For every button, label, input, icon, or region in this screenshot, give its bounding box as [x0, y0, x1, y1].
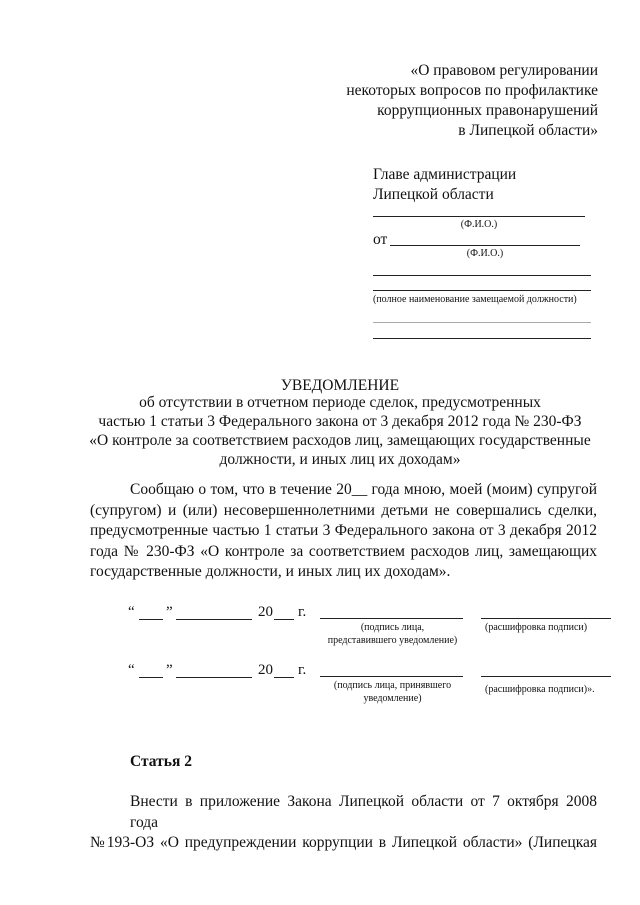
notice-body-line: предусмотренные частью 1 статьи 3 Федерального закона от 3 декабря 2012 [90, 522, 597, 539]
position-line-4 [373, 338, 591, 339]
quote-close: ” [166, 604, 173, 620]
sig-row-1-date [128, 603, 313, 623]
notice-subtitle-line: должности, и иных лиц их доходам» [219, 451, 461, 468]
year-line [274, 677, 294, 678]
year-suffix: г. [298, 604, 307, 620]
fio-line-2 [390, 245, 580, 246]
header-line: «О правовом регулировании [410, 62, 598, 79]
notice-subtitle [40, 393, 640, 469]
header-line: некоторых вопросов по профилактике [346, 82, 598, 99]
caption-line: представившего уведомление) [327, 635, 458, 646]
decode-line-2 [481, 676, 611, 677]
article-2-line: Внести в приложение Закона Липецкой области от 7 октября 2008 года [130, 793, 597, 831]
notice-title: УВЕДОМЛЕНИЕ [280, 377, 400, 394]
decode-caption-1: (расшифровка подписи) [485, 622, 588, 633]
year-suffix: г. [298, 662, 307, 678]
notice-subtitle-line: частью 1 статьи 3 Федерального закона от 3 декабря 2012 года № 230-ФЗ [98, 413, 582, 430]
position-line-3 [373, 322, 591, 323]
fio-line-1 [373, 216, 585, 217]
fio-caption-2: (Ф.И.О.) [466, 248, 504, 259]
caption-line: (подпись лица, принявшего [333, 680, 452, 691]
notice-subtitle-line: «О контроле за соответствием расходов лиц, замещающих государственные [89, 432, 591, 449]
notice-body-line: года № 230-ФЗ «О контроле за соответствием расходов лиц, замещающих [90, 542, 597, 560]
position-line-1 [373, 275, 591, 276]
notice-body-line: Сообщаю о том, что в течение 20__ года мною, моей (моим) супругой [130, 481, 597, 498]
header-quote [300, 61, 598, 141]
notice-body-line: государственные должности, и иных лиц их доходам». [90, 563, 451, 580]
day-line [139, 619, 163, 620]
from-label: от [373, 231, 388, 248]
year-prefix: 20 [258, 604, 273, 620]
day-line [139, 677, 163, 678]
quote-open: “ [128, 662, 135, 678]
article-2-heading: Статья 2 [130, 753, 192, 770]
caption-line: (подпись лица, [360, 622, 425, 633]
month-line [176, 619, 252, 620]
header-line: в Липецкой области» [458, 122, 598, 139]
quote-close: ” [166, 662, 173, 678]
article-2-body [90, 792, 597, 854]
month-line [176, 677, 252, 678]
sig-row-2-date [128, 661, 313, 681]
signature-caption-2 [300, 679, 485, 705]
signature-caption-1 [300, 621, 485, 647]
year-line [274, 619, 294, 620]
position-caption: (полное наименование замещаемой должности) [373, 294, 577, 305]
quote-open: “ [128, 604, 135, 620]
article-2-line: №193-ОЗ «О предупреждении коррупции в Липецкой области» (Липецкая [90, 834, 597, 851]
year-prefix: 20 [258, 662, 273, 678]
signature-line-1 [320, 618, 463, 619]
notice-subtitle-line: об отсутствии в отчетном периоде сделок, предусмотренных [139, 394, 541, 411]
fio-caption-1: (Ф.И.О.) [460, 219, 498, 230]
addressee-line-1: Главе администрации [373, 166, 517, 183]
addressee-line-2: Липецкой области [373, 186, 494, 203]
caption-line: уведомление) [363, 693, 422, 704]
decode-line-1 [481, 618, 611, 619]
notice-body-line: (супругом) и (или) несовершеннолетними детьми не совершались сделки, [90, 501, 597, 519]
signature-line-2 [320, 676, 463, 677]
position-line-2 [373, 290, 591, 291]
header-line: коррупционных правонарушений [377, 102, 598, 119]
decode-caption-2: (расшифровка подписи)». [485, 684, 595, 695]
notice-body [90, 480, 597, 583]
